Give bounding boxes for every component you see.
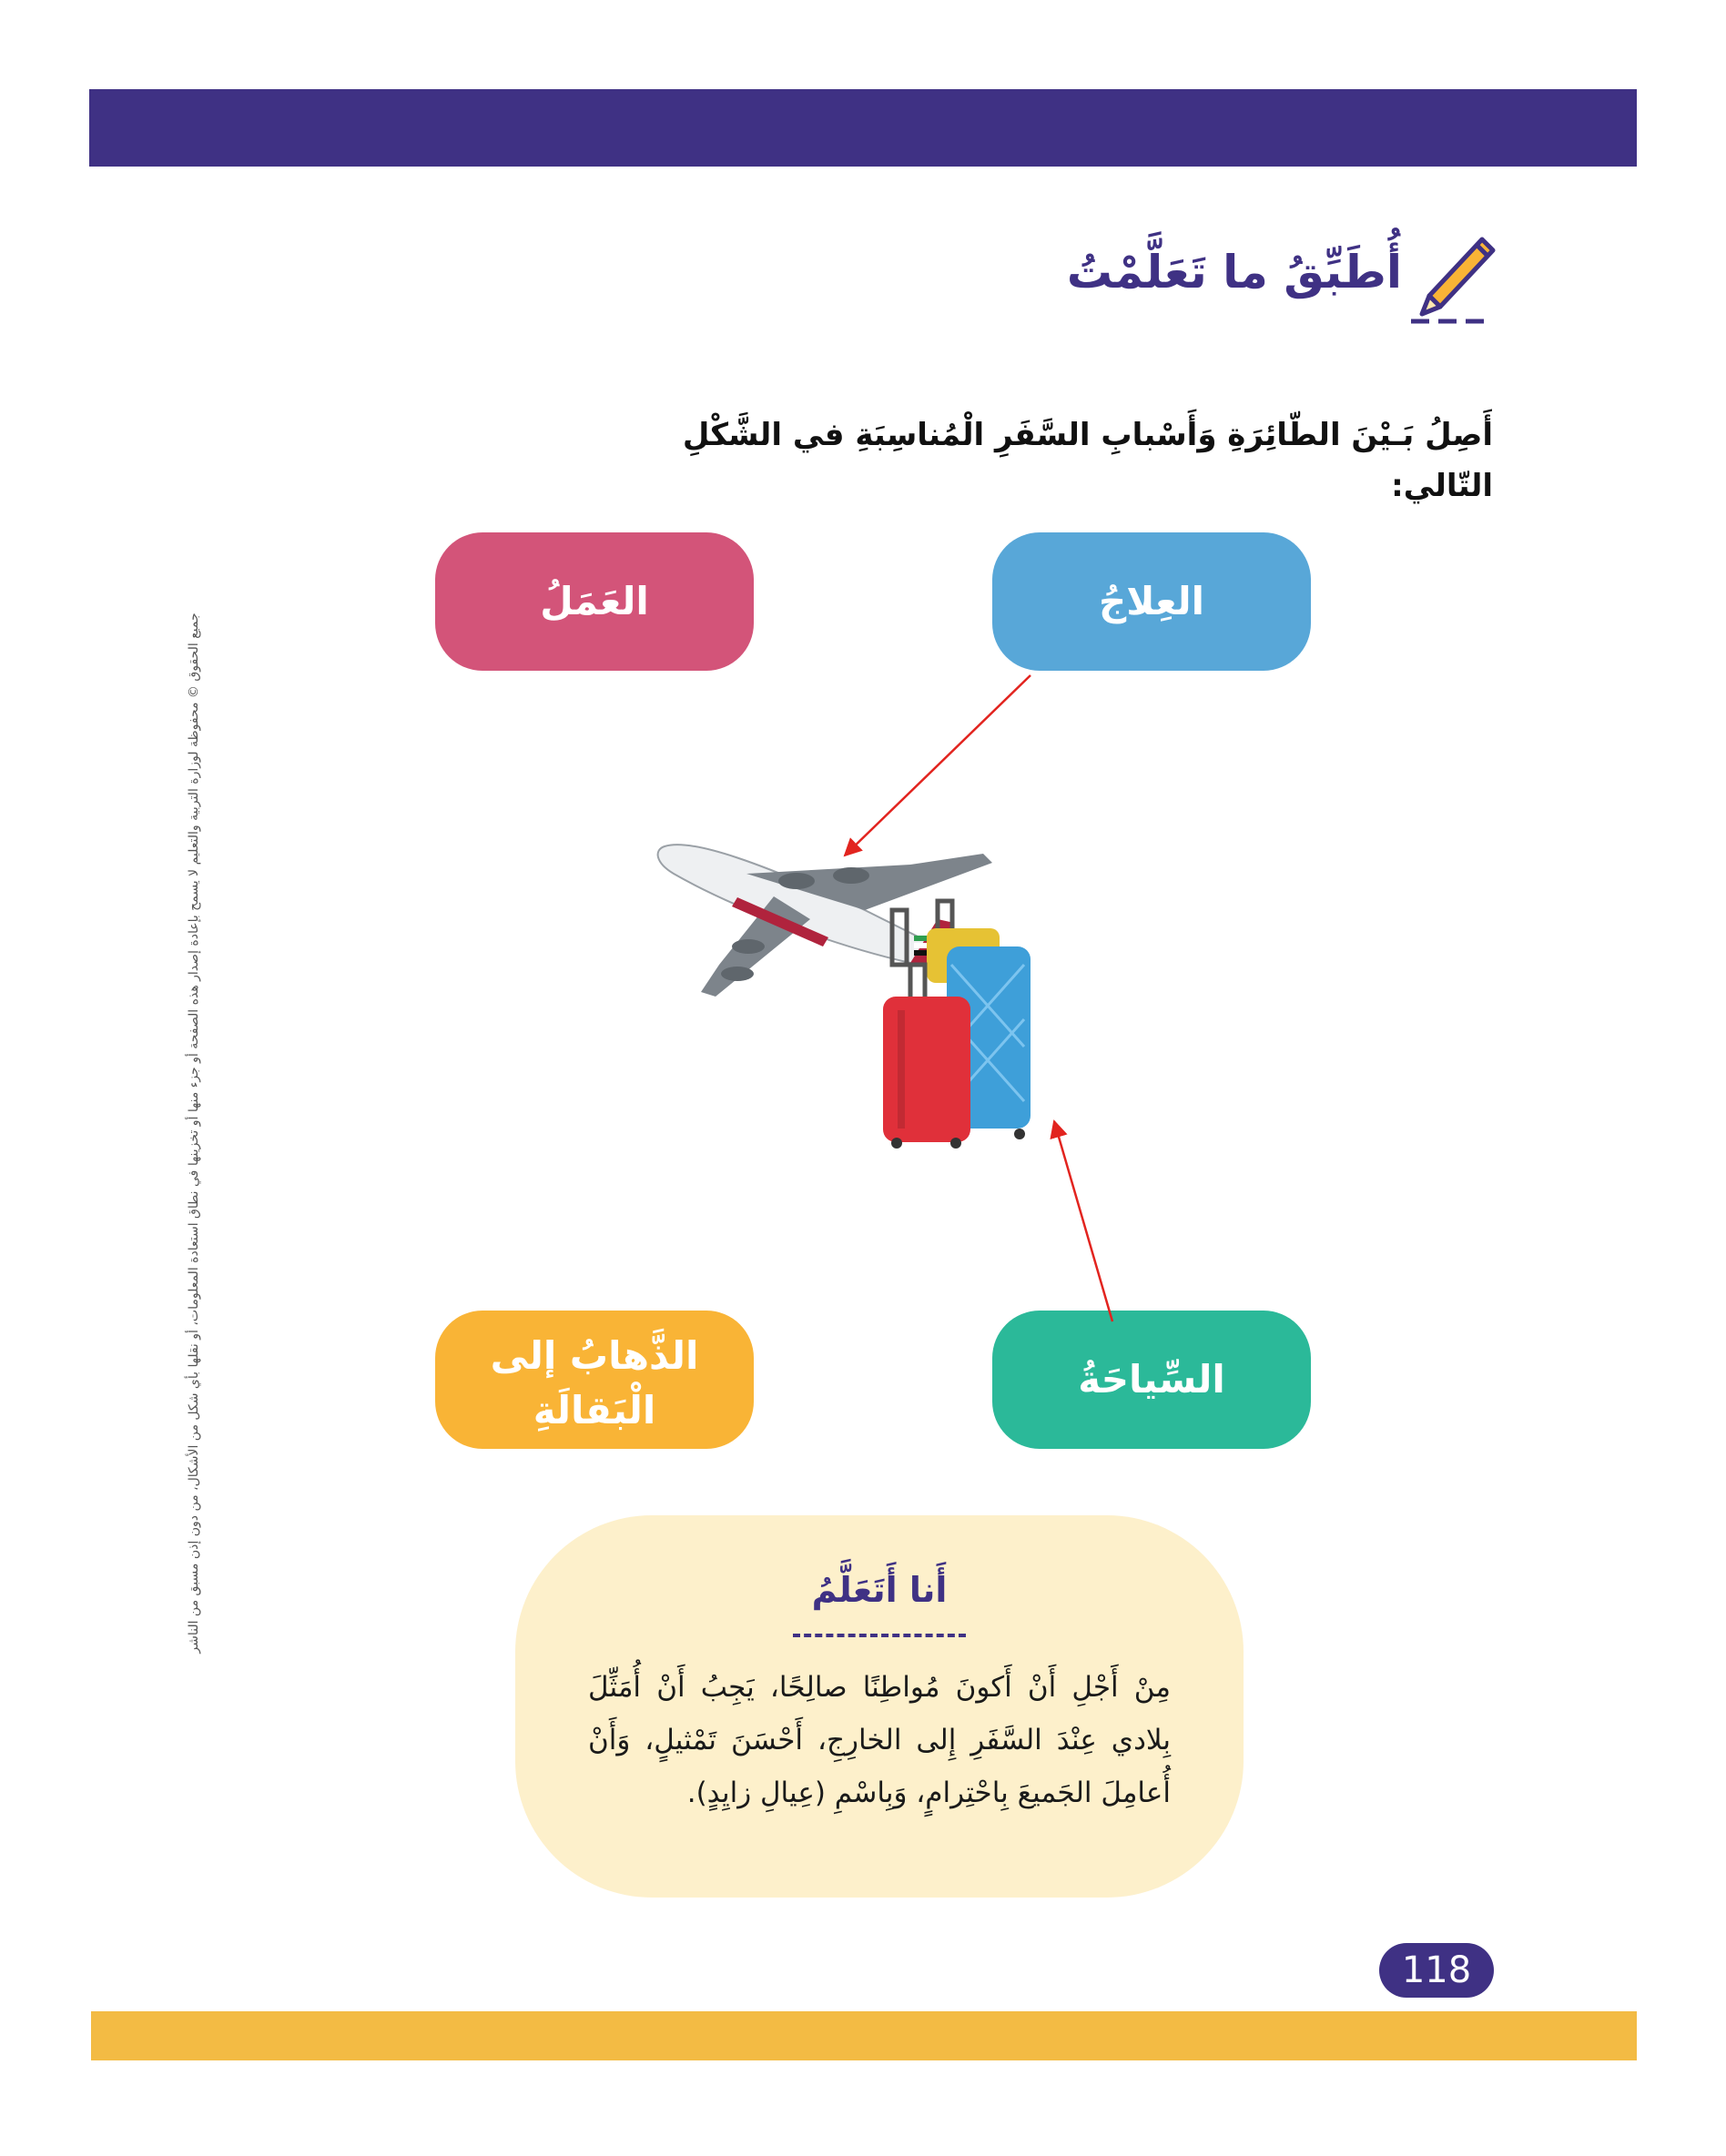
option-tourism[interactable]: السِّياحَةُ xyxy=(992,1311,1311,1449)
page-number: 118 xyxy=(1379,1943,1494,1998)
option-work[interactable]: العَمَلُ xyxy=(435,532,754,671)
exercise-instruction: أَصِلُ بَـيْنَ الطّائِرَةِ وَأَسْبابِ السَّفَرِ الْمُناسِبَةِ في الشَّكْلِ التّالي: xyxy=(682,417,1493,504)
copyright-note: جميع الحقوق © محفوظة لوزارة التربية والتعليم لا يسمح بإعادة إصدار هذه الصفحة أو جزء منها أو تخزينها في نطاق استعادة المعلومات، أو نقلها بأي شكل من الأشكال، من دون إذن مسبق من الناشر xyxy=(187,612,201,1654)
option-grocery[interactable]: الذَّهابُ إلى الْبَقالَةِ xyxy=(435,1311,754,1449)
header-band xyxy=(89,89,1637,167)
learn-title-underline xyxy=(793,1634,966,1637)
pencil-icon xyxy=(1402,223,1502,328)
learn-box xyxy=(515,1515,1244,1898)
suitcases-icon xyxy=(883,901,1031,1149)
learn-body: مِنْ أَجْلِ أَنْ أَكونَ مُواطِنًا صالِحًا، يَجِبُ أَنْ أُمَثِّلَ بِلادي عِنْدَ السَّفَرِ إِلى الخارِجِ، أَحْسَنَ تَمْثيلٍ، وَأَنْ أُعامِلَ الجَميعَ بِاحْتِرامٍ، وَبِاسْمِ (عِيالِ زايِدٍ). xyxy=(588,1671,1171,1809)
section-heading xyxy=(1066,223,1502,332)
travel-illustration xyxy=(637,810,1111,1156)
learn-title: أَنا أَتَعَلَّمُ xyxy=(811,1570,948,1610)
section-title: أُطَبِّقُ ما تَعَلَّمْتُ xyxy=(1066,246,1402,299)
option-medical[interactable]: العِلاجُ xyxy=(992,532,1311,671)
footer-band xyxy=(91,2011,1637,2060)
